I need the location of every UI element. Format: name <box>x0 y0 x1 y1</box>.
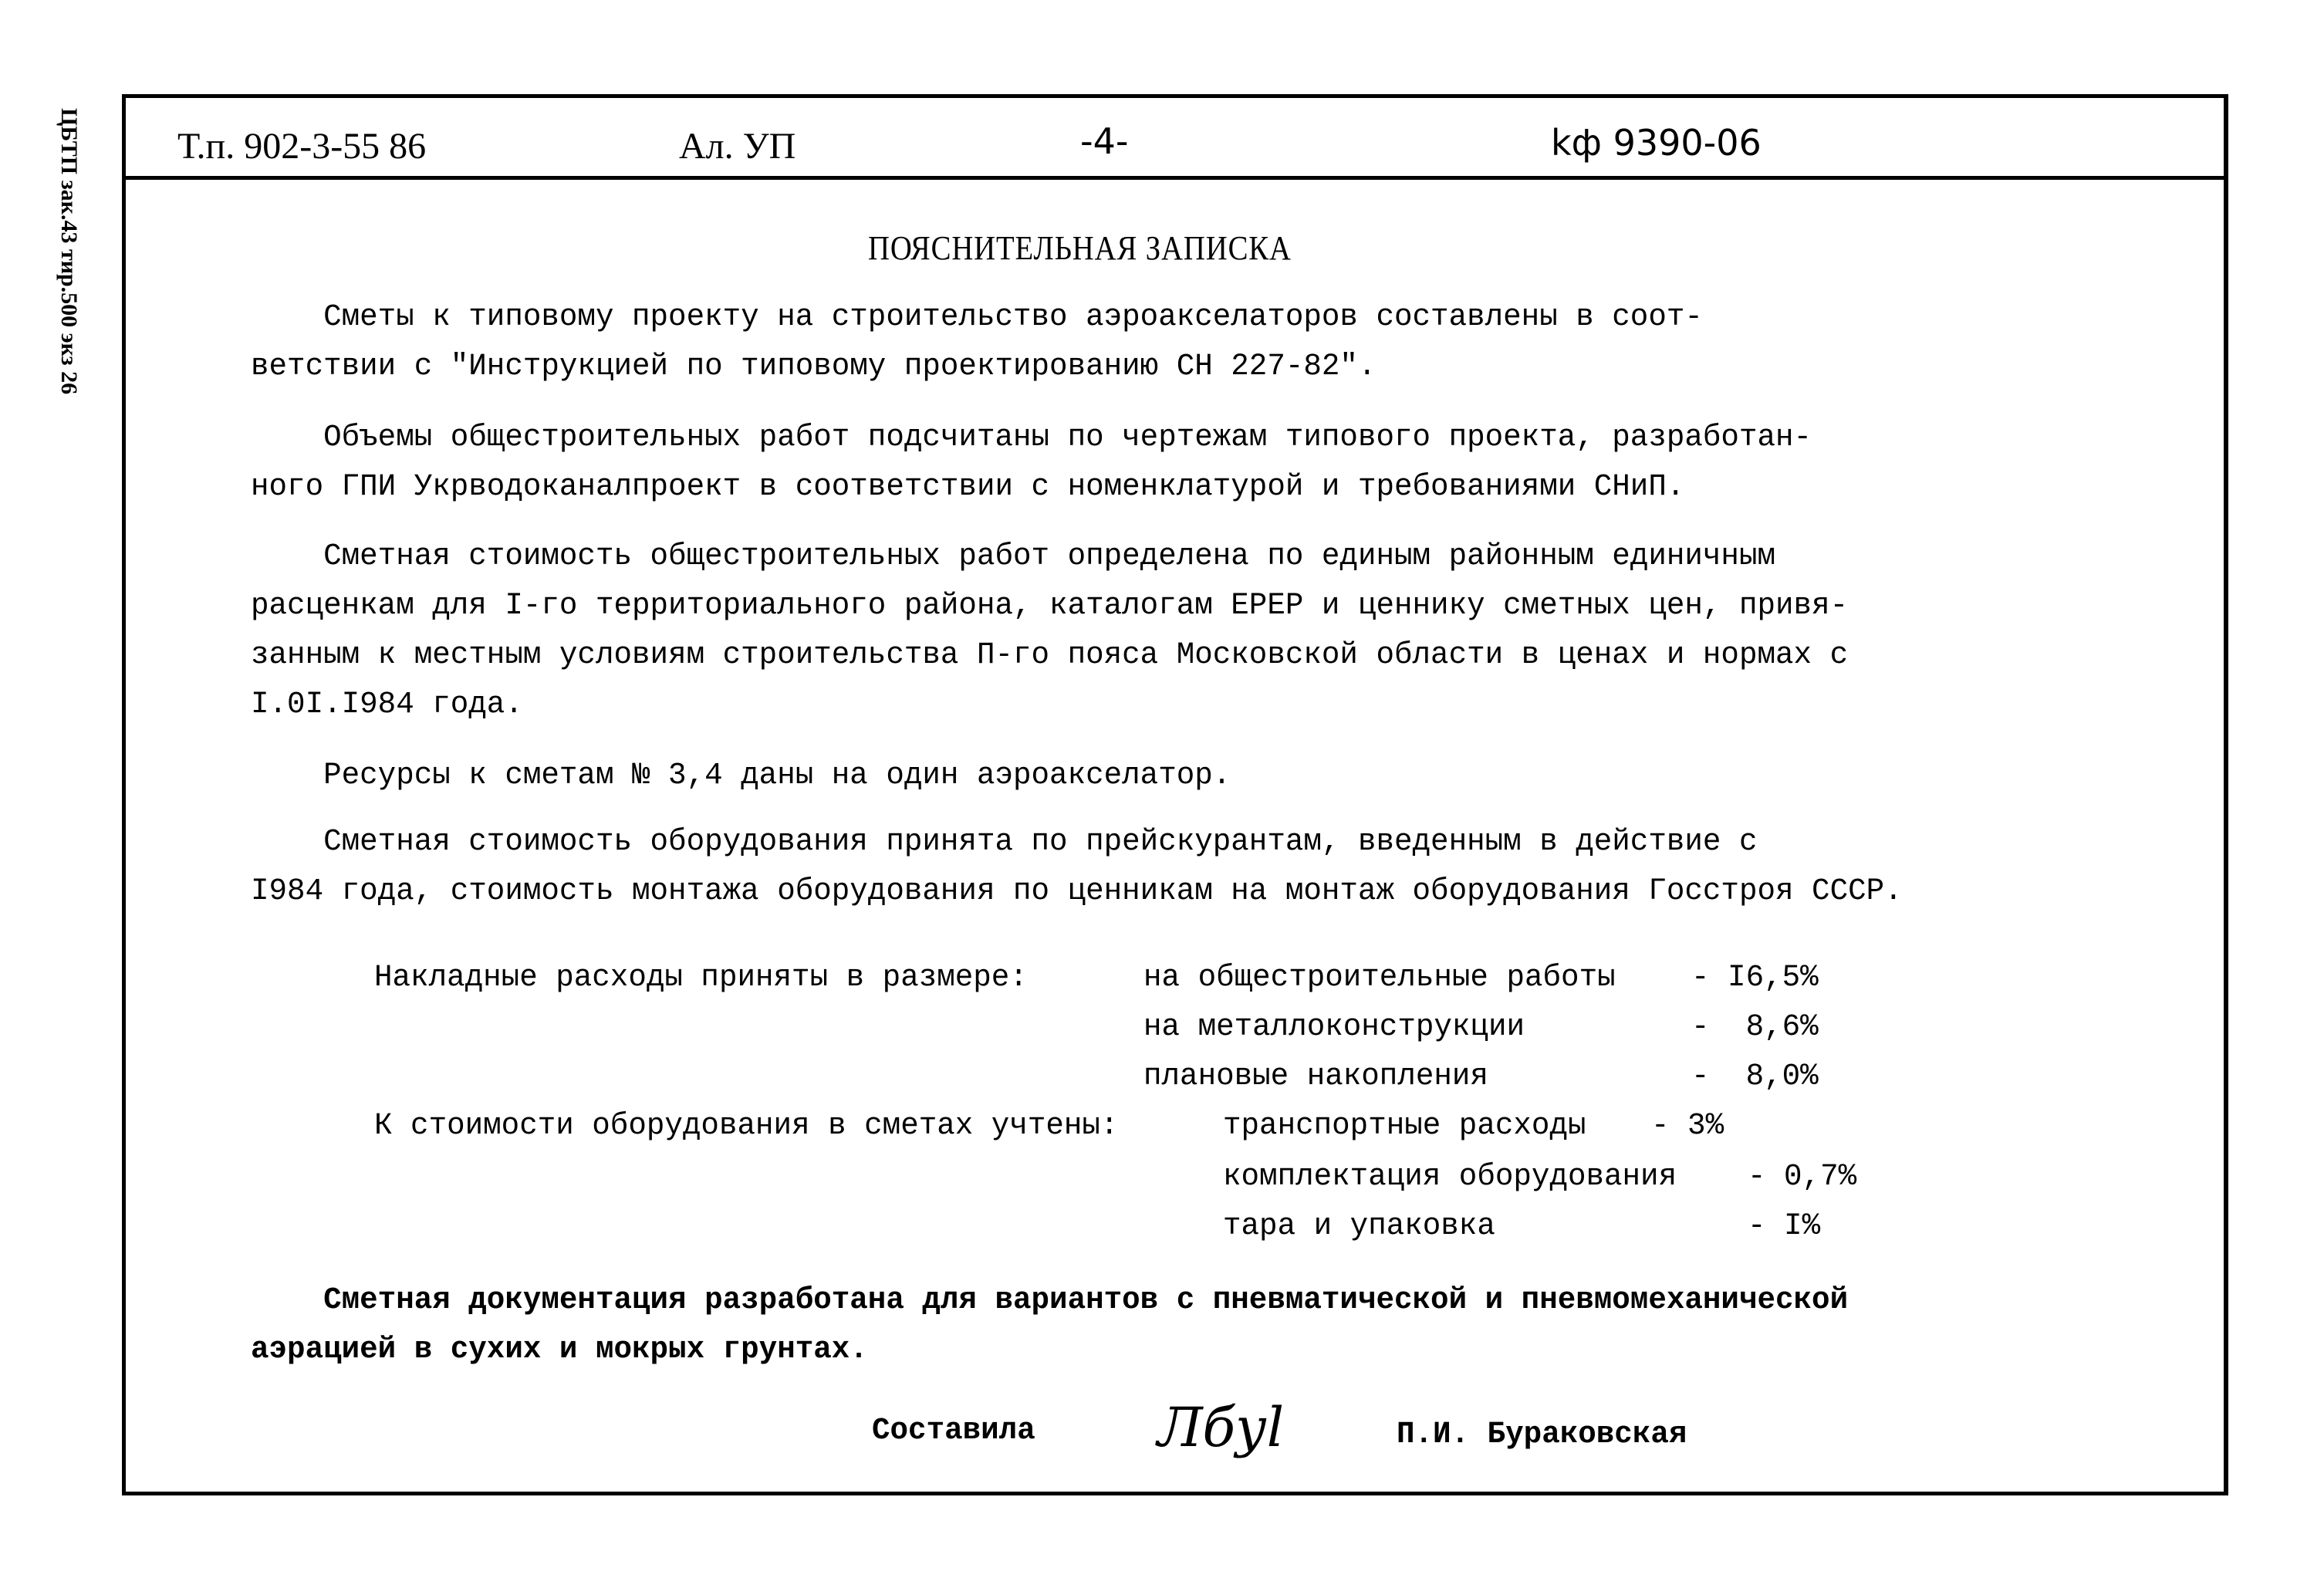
header-album: Ал. УП <box>679 126 796 167</box>
equipment-item-1-value: - 3% <box>1651 1109 1724 1144</box>
paragraph-4-line-1: Ресурсы к сметам № 3,4 даны на один аэроакселатор. <box>251 759 1231 793</box>
paragraph-3-line-1: Сметная стоимость общестроительных работ определена по единым районным единичным <box>251 539 1776 574</box>
paragraph-3-line-3: занным к местным условиям строительства П-го пояса Московской области в ценах и нормах с <box>251 638 1849 673</box>
overhead-item-2-value: - 8,6% <box>1691 1010 1819 1045</box>
paragraph-3-line-2: расценкам для I-го территориального района, каталогам ЕРЕР и ценнику сметных цен, привя- <box>251 589 1849 623</box>
header-divider <box>122 176 2228 180</box>
equipment-item-2-name: комплектация оборудования <box>1223 1160 1677 1195</box>
equipment-item-2-value: - 0,7% <box>1748 1160 1857 1195</box>
final-paragraph-line-1: Сметная документация разработана для вариантов с пневматической и пневмомеханической <box>251 1283 1849 1318</box>
document-title: ПОЯСНИТЕЛЬНАЯ ЗАПИСКА <box>868 229 1292 267</box>
header-page-number: -4- <box>1080 120 1129 162</box>
paragraph-1-line-2: ветствии с "Инструкцией по типовому проектированию СН 227-82". <box>251 350 1376 384</box>
paragraph-1-line-1: Сметы к типовому проекту на строительство аэроакселаторов составлены в соот- <box>251 300 1703 335</box>
equipment-item-1-name: транспортные расходы <box>1223 1109 1586 1144</box>
final-paragraph-line-2: аэрацией в сухих и мокрых грунтах. <box>251 1333 868 1367</box>
overhead-label: Накладные расходы приняты в размере: <box>374 961 1028 995</box>
paragraph-5-line-1: Сметная стоимость оборудования принята по прейскурантам, введенным в действие с <box>251 825 1758 860</box>
paragraph-3-line-4: I.0I.I984 года. <box>251 688 523 722</box>
paragraph-2-line-2: ного ГПИ Укрводоканалпроект в соответствии с номенклатурой и требованиями СНиП. <box>251 470 1685 505</box>
paragraph-2-line-1: Объемы общестроительных работ подсчитаны по чертежам типового проекта, разработан- <box>251 421 1812 455</box>
margin-stamp-text: ЦБТП зак.43 тир.500 экз 26 <box>56 108 82 395</box>
overhead-item-2-name: на металлоконструкции <box>1143 1010 1525 1045</box>
overhead-item-1-name: на общестроительные работы <box>1143 961 1616 995</box>
overhead-item-1-value: - I6,5% <box>1691 961 1819 995</box>
header-project-number: Т.п. 902-3-55 86 <box>177 126 427 167</box>
equipment-label: К стоимости оборудования в сметах учтены: <box>374 1109 1119 1144</box>
equipment-item-3-value: - I% <box>1748 1209 1821 1244</box>
signature-mark: Лбуl <box>1157 1396 1285 1459</box>
overhead-item-3-value: - 8,0% <box>1691 1059 1819 1094</box>
signature-label: Составила <box>872 1414 1035 1448</box>
paragraph-5-line-2: I984 года, стоимость монтажа оборудования по ценникам на монтаж оборудования Госстроя СССР. <box>251 874 1903 909</box>
signatory-name: П.И. Бураковская <box>1397 1418 1687 1452</box>
margin-stamp <box>56 108 94 478</box>
equipment-item-3-name: тара и упаковка <box>1223 1209 1495 1244</box>
header-code: kф 9390-06 <box>1551 122 1762 164</box>
overhead-item-3-name: плановые накопления <box>1143 1059 1488 1094</box>
